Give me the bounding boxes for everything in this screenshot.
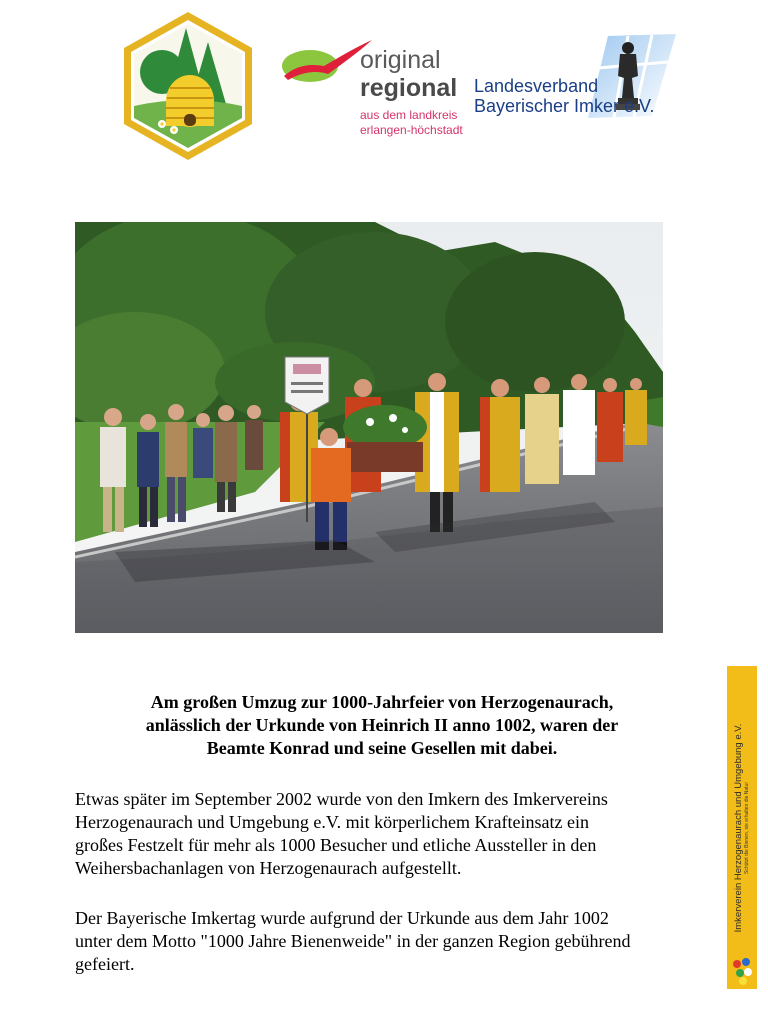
colored-dots-icon — [730, 956, 754, 986]
paragraph-line: Weihersbachanlagen von Herzogenaurach aufgestellt. — [75, 858, 462, 878]
side-banner-text — [733, 723, 751, 932]
regional-line1: original — [360, 46, 441, 74]
landesverband-logo — [472, 32, 682, 124]
paragraph-line: Herzogenaurach und Umgebung e.V. mit körperlichem Krafteinsatz ein — [75, 812, 589, 832]
regional-line2: regional — [360, 74, 458, 102]
side-banner-subtitle: Schützt die Bienen, sie erhalten die Natur — [744, 781, 750, 874]
lvbi-line2: Bayerischer Imker e.V. — [474, 96, 655, 116]
regional-sub1: aus dem landkreis — [360, 108, 458, 122]
caption-line: Beamte Konrad und seine Gesellen mit dabei. — [206, 738, 558, 758]
paragraph-line: gefeiert. — [75, 954, 135, 974]
body-paragraph-2 — [75, 907, 705, 976]
paragraph-line: Etwas später im September 2002 wurde von den Imkern des Imkervereins — [75, 789, 608, 809]
caption-line: anlässlich der Urkunde von Heinrich II anno 1002, waren der — [145, 715, 619, 735]
caption-line: Am großen Umzug zur 1000-Jahrfeier von Herzogenaurach, — [150, 692, 614, 712]
photo-caption — [80, 691, 684, 760]
regional-sub2: erlangen-höchstadt — [360, 123, 463, 137]
paragraph-line: Der Bayerische Imkertag wurde aufgrund der Urkunde aus dem Jahr 1002 — [75, 908, 609, 928]
beehive-hexagon-logo — [112, 6, 264, 168]
side-banner-title: Imkerverein Herzogenaurach und Umgebung e.V. — [733, 723, 744, 932]
procession-photo — [75, 222, 663, 633]
side-banner — [727, 666, 757, 989]
paragraph-line: unter dem Motto "1000 Jahre Bienenweide" in der ganzen Region gebührend — [75, 931, 631, 951]
lvbi-line1: Landesverband — [474, 76, 599, 96]
body-paragraph-1 — [75, 788, 705, 880]
paragraph-line: großes Festzelt für mehr als 1000 Besucher und etliche Aussteller in den — [75, 835, 597, 855]
original-regional-logo — [280, 28, 470, 143]
